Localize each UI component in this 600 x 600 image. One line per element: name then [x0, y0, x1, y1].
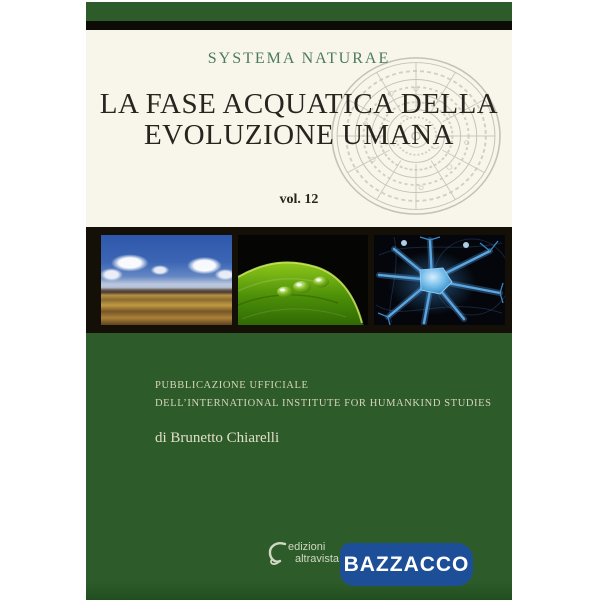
bazzacco-badge	[340, 543, 473, 586]
publisher-name	[288, 541, 339, 565]
publication-line1: PUBBLICAZIONE UFFICIALE	[155, 380, 309, 391]
front-matter-section	[86, 30, 512, 227]
neuron-image	[374, 235, 505, 325]
book-title-line1: LA FASE ACQUATICA DELLA	[99, 88, 499, 120]
book-title	[86, 89, 512, 151]
volume-label: vol. 12	[279, 192, 319, 207]
book-cover	[86, 2, 512, 600]
neuron-photo	[374, 235, 505, 325]
badge-label: BAZZACCO	[343, 552, 470, 576]
leaf-image	[238, 235, 368, 325]
publisher-name-line2: altravista	[295, 553, 340, 565]
chameleon-icon	[266, 540, 288, 568]
savanna-landscape-photo	[101, 235, 232, 325]
author-credit: di Brunetto Chiarelli	[155, 430, 280, 446]
top-green-band	[86, 2, 512, 21]
leaf-water-drops-photo	[238, 235, 368, 325]
publication-line2: DELL’INTERNATIONAL INSTITUTE FOR HUMANKIND STUDIES	[155, 398, 492, 409]
top-black-rule	[86, 21, 512, 30]
book-title-line2: EVOLUZIONE UMANA	[143, 119, 455, 151]
imprint-section	[86, 333, 512, 600]
photo-strip	[86, 227, 512, 333]
series-title: SYSTEMA NATURAE	[207, 50, 391, 67]
publisher-logo	[266, 538, 340, 572]
publisher-name-line1: edizioni	[288, 541, 326, 553]
